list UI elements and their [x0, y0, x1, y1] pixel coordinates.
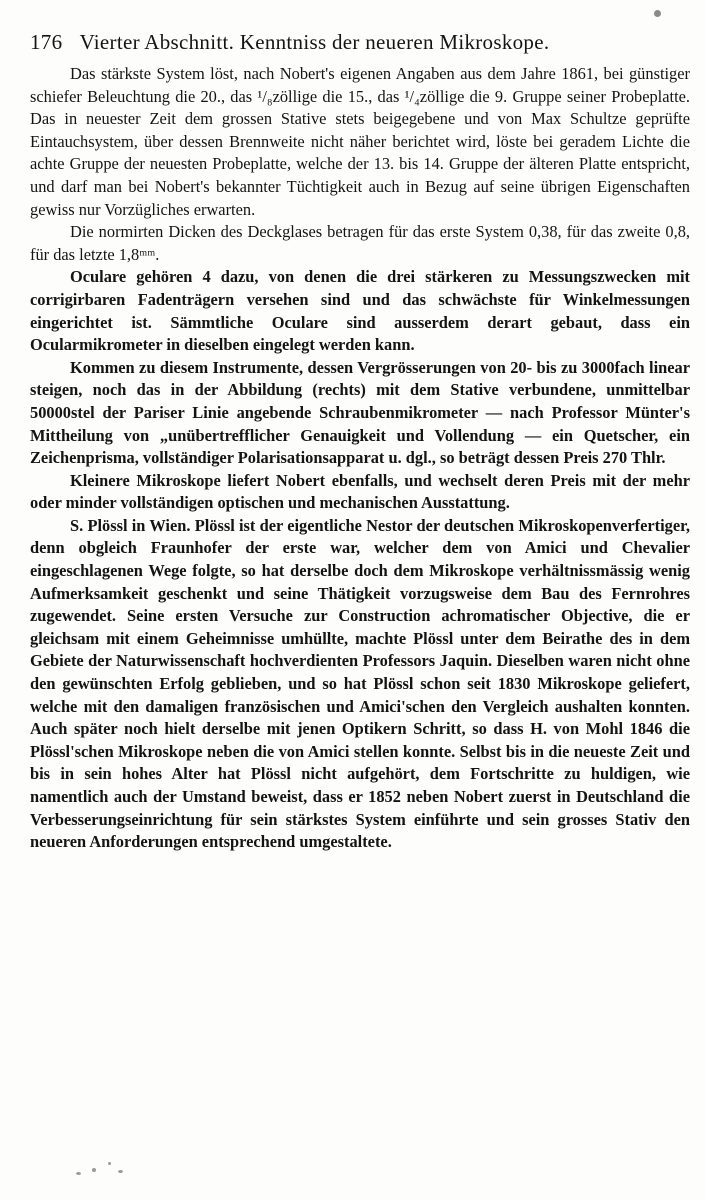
ink-speck	[654, 10, 661, 17]
paragraph-ploessl: S. Plössl in Wien. Plössl ist der eigentliche Nestor der deutschen Mikroskopenverfertiger, denn obgleich Fraunhofer der erste war, welcher dem von Amici und Chevalier eingeschlagenen Wege folgte, so hat derselbe doch dem Mikroskope verhältnissmässig wenig Aufmerksamkeit geschenkt und seine Thätigkeit vorzugsweise dem Bau des Fernrohres zugewendet. Seine ersten Versuche zur Construction achromatischer Objective, die er gleichsam mit einem Geheimnisse umhüllte, machte Plössl unter dem Beirathe des in dem Gebiete der Naturwissenschaft hochverdienten Professors Jaquin. Dieselben waren nicht ohne den gewünschten Erfolg geblieben, und so hat Plössl schon seit 1830 Mikroskope geliefert, welche mit den damaligen französischen und Amici'schen den Vergleich aushalten konnten. Auch später noch hielt derselbe mit jenen Optikern Schritt, so dass H. von Mohl 1846 die Plössl'schen Mikroskope neben die von Amici stellen konnte. Selbst bis in die neueste Zeit und bis in sein hohes Alter hat Plössl nicht aufgehört, dem Fortschritte zu huldigen, wie namentlich auch der Umstand beweist, dass er 1852 neben Nobert zuerst in Deutschland die Verbesserungseinrichtung für sein stärkstes System einführte und sein grosses Stativ den neueren Anforderungen entsprechend umgestaltete.	[30, 515, 690, 852]
page-number: 176	[30, 30, 63, 54]
running-title: Vierter Abschnitt. Kenntniss der neueren Mikroskope.	[79, 30, 550, 54]
running-header	[30, 30, 680, 60]
ink-smudge	[74, 1160, 134, 1182]
paragraph-preis: Kommen zu diesem Instrumente, dessen Vergrösserungen von 20- bis zu 3000fach linear steigen, noch das in der Abbildung (rechts) mit dem Stative verbundene, unmittelbar 50000stel der Pariser Linie angebende Schraubenmikrometer — nach Professor Münter's Mittheilung von „unübertrefflicher Genauigkeit und Vollendung — ein Quetscher, ein Zeichenprisma, vollständiger Polarisationsapparat u. dgl., so beträgt dessen Preis 270 Thlr.	[30, 357, 690, 468]
paragraph-deckglas: Die normirten Dicken des Deckglases betragen für das erste System 0,38, für das zweite 0,8, für das letzte 1,8ᵐᵐ.	[30, 222, 690, 264]
paragraph-nobert-system: Das stärkste System löst, nach Nobert's eigenen Angaben aus dem Jahre 1861, bei günstiger schiefer Beleuchtung die 20., das ¹/₈zöllige die 15., das ¹/₄zöllige die 9. Gruppe seiner Probeplatte. Das in neuester Zeit dem grossen Stative stets beigegebene und von Max Schultze geprüfte Eintauchsystem, über dessen Brennweite nicht näher berichtet wird, löste bei geradem Lichte die achte Gruppe der neuesten Probeplatte, welche der 13. bis 14. Gruppe der älteren Platte entspricht, und darf man bei Nobert's bekannter Tüchtigkeit auch in Bezug auf seine übrigen Eigenschaften gewiss nur Vorzügliches erwarten.	[30, 64, 690, 219]
paragraph-kleinere-mikroskope: Kleinere Mikroskope liefert Nobert ebenfalls, und wechselt deren Preis mit der mehr oder minder vollständigen optischen und mechanischen Ausstattung.	[30, 470, 690, 513]
paragraph-oculare: Oculare gehören 4 dazu, von denen die drei stärkeren zu Messungszwecken mit corrigirbaren Fadenträgern versehen sind und das schwächste für Winkelmessungen eingerichtet ist. Sämmtliche Oculare sind ausserdem derart gebaut, dass ein Ocularmikrometer in dieselben eingelegt werden kann.	[30, 267, 690, 355]
body-text	[30, 63, 690, 854]
